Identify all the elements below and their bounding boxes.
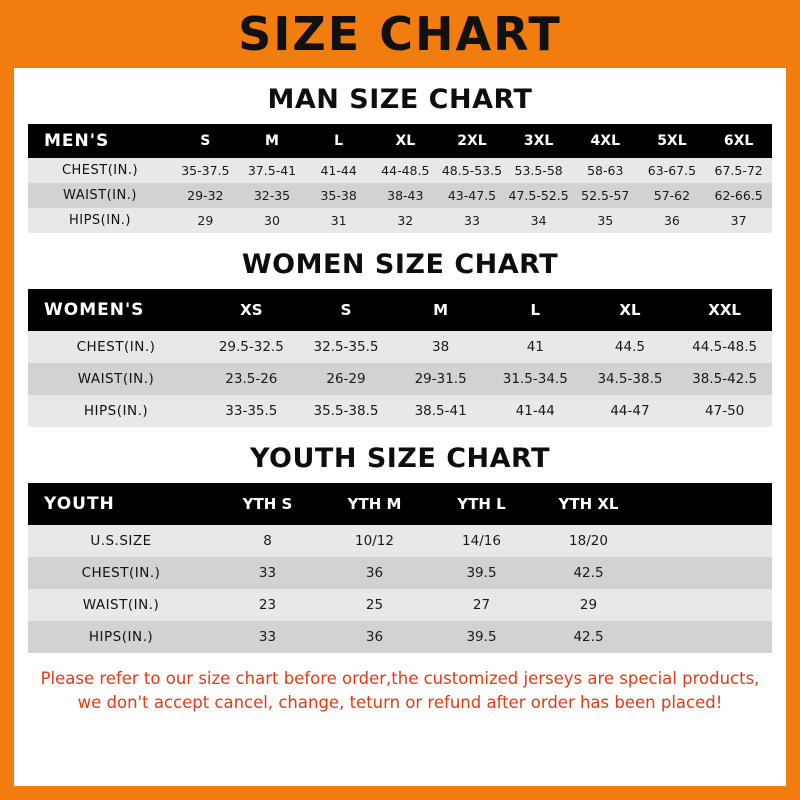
women-row1-cell2: 26-29 bbox=[326, 371, 366, 387]
women-row2-cell3: 38.5-41 bbox=[414, 403, 467, 419]
youth-row0-cell-spacer bbox=[642, 525, 772, 557]
youth-row2-cell3: 27 bbox=[472, 597, 491, 613]
women-header-cell-3: M bbox=[433, 301, 449, 319]
men-header-cell-6: 3XL bbox=[523, 133, 554, 149]
women-row1-cell0: WAIST(IN.) bbox=[77, 371, 155, 387]
youth-row0-cell4: 18/20 bbox=[569, 533, 608, 549]
table-row bbox=[28, 183, 772, 208]
men-row0-cell2: 37.5-41 bbox=[247, 163, 297, 178]
men-row1-cell0: WAIST(IN.) bbox=[63, 188, 137, 203]
youth-table-head bbox=[28, 483, 772, 525]
youth-row0-cell0: U.S.SIZE bbox=[90, 533, 152, 549]
women-row2-cell2: 35.5-38.5 bbox=[313, 403, 379, 419]
women-header-cell-2: S bbox=[340, 301, 352, 319]
women-row0-cell0: CHEST(IN.) bbox=[76, 339, 156, 355]
women-row2-cell1: 33-35.5 bbox=[225, 403, 278, 419]
men-header-cell-0: MEN'S bbox=[44, 131, 110, 151]
men-size-table bbox=[28, 124, 772, 233]
women-header-cell-0: WOMEN'S bbox=[44, 300, 145, 320]
men-row2-cell7: 35 bbox=[597, 213, 614, 228]
youth-row2-cell0: WAIST(IN.) bbox=[82, 597, 160, 613]
youth-table-body bbox=[28, 525, 772, 653]
men-row1-cell7: 52.5-57 bbox=[581, 188, 630, 203]
youth-row0-cell2: 10/12 bbox=[355, 533, 394, 549]
youth-row1-cell3: 39.5 bbox=[466, 565, 497, 581]
women-section-title: WOMEN SIZE CHART bbox=[241, 249, 559, 280]
men-row2-cell8: 36 bbox=[663, 213, 680, 228]
youth-row1-cell4: 42.5 bbox=[573, 565, 604, 581]
men-row0-cell3: 41-44 bbox=[320, 163, 357, 178]
women-row1-cell3: 29-31.5 bbox=[414, 371, 467, 387]
youth-header-row bbox=[28, 483, 772, 525]
youth-row1-cell-spacer bbox=[642, 557, 772, 589]
women-row1-cell4: 31.5-34.5 bbox=[502, 371, 568, 387]
men-header-cell-9: 6XL bbox=[723, 133, 754, 149]
men-row1-cell1: 29-32 bbox=[187, 188, 224, 203]
women-row0-cell6: 44.5-48.5 bbox=[692, 339, 758, 355]
men-row2-cell6: 34 bbox=[530, 213, 547, 228]
men-row0-cell1: 35-37.5 bbox=[181, 163, 230, 178]
men-row2-cell4: 32 bbox=[397, 213, 414, 228]
youth-header-cell-spacer bbox=[642, 483, 772, 525]
youth-row0-cell1: 8 bbox=[263, 533, 272, 549]
men-row2-cell0: HIPS(IN.) bbox=[68, 213, 132, 228]
women-row1-cell5: 34.5-38.5 bbox=[597, 371, 663, 387]
youth-row0-cell3: 14/16 bbox=[462, 533, 501, 549]
table-row bbox=[28, 331, 772, 363]
women-row0-cell3: 38 bbox=[432, 339, 450, 355]
youth-row3-cell0: HIPS(IN.) bbox=[88, 629, 154, 645]
women-row0-cell4: 41 bbox=[526, 339, 544, 355]
youth-row1-cell1: 33 bbox=[258, 565, 277, 581]
youth-row3-cell2: 36 bbox=[365, 629, 384, 645]
youth-header-cell-4: YTH XL bbox=[558, 495, 619, 513]
men-row1-cell5: 43-47.5 bbox=[447, 188, 497, 203]
men-section-title: MAN SIZE CHART bbox=[267, 84, 533, 115]
youth-size-section bbox=[28, 443, 772, 653]
men-row0-cell9: 67.5-72 bbox=[714, 163, 763, 178]
table-row bbox=[28, 158, 772, 183]
table-row bbox=[28, 525, 772, 557]
men-row1-cell4: 38-43 bbox=[387, 188, 424, 203]
men-header-row bbox=[28, 124, 772, 158]
page-title: SIZE CHART bbox=[238, 7, 562, 61]
youth-row2-cell1: 23 bbox=[258, 597, 277, 613]
women-header-cell-6: XXL bbox=[708, 301, 741, 319]
men-row0-cell4: 44-48.5 bbox=[381, 163, 430, 178]
men-row2-cell2: 30 bbox=[264, 213, 280, 228]
youth-header-cell-2: YTH M bbox=[347, 495, 402, 513]
table-row bbox=[28, 395, 772, 427]
youth-header-cell-3: YTH L bbox=[457, 495, 506, 513]
men-header-cell-7: 4XL bbox=[590, 133, 620, 149]
footer-note bbox=[24, 667, 776, 715]
women-header-cell-1: XS bbox=[240, 301, 263, 319]
footer-note-line-1: Please refer to our size chart before order,the customized jerseys are special products, bbox=[40, 669, 760, 688]
men-row1-cell9: 62-66.5 bbox=[714, 188, 763, 203]
table-row bbox=[28, 363, 772, 395]
women-size-section bbox=[28, 249, 772, 427]
men-header-cell-1: S bbox=[200, 133, 211, 149]
men-row1-cell8: 57-62 bbox=[653, 188, 691, 203]
men-row1-cell3: 35-38 bbox=[320, 188, 357, 203]
bottom-accent-bar bbox=[0, 786, 800, 800]
table-row bbox=[28, 557, 772, 589]
youth-size-table bbox=[28, 483, 772, 653]
table-row bbox=[28, 589, 772, 621]
youth-row3-cell4: 42.5 bbox=[573, 629, 604, 645]
youth-row2-cell-spacer bbox=[642, 589, 772, 621]
men-row2-cell3: 31 bbox=[330, 213, 347, 228]
men-row1-cell2: 32-35 bbox=[253, 188, 291, 203]
youth-header-cell-1: YTH S bbox=[242, 495, 293, 513]
women-row0-cell5: 44.5 bbox=[614, 339, 645, 355]
men-row0-cell6: 53.5-58 bbox=[514, 163, 563, 178]
table-row bbox=[28, 208, 772, 233]
women-row2-cell4: 41-44 bbox=[515, 403, 555, 419]
youth-row3-cell3: 39.5 bbox=[466, 629, 497, 645]
youth-row3-cell1: 33 bbox=[258, 629, 277, 645]
footer-note-line-2: we don't accept cancel, change, teturn or refund after order has been placed! bbox=[77, 692, 723, 712]
men-header-cell-5: 2XL bbox=[457, 133, 487, 149]
women-row2-cell0: HIPS(IN.) bbox=[83, 403, 149, 419]
youth-header-cell-0: YOUTH bbox=[44, 494, 115, 514]
women-header-cell-5: XL bbox=[619, 301, 641, 319]
header-banner bbox=[0, 0, 800, 68]
men-row0-cell7: 58-63 bbox=[587, 163, 624, 178]
men-header-cell-4: XL bbox=[395, 133, 416, 149]
women-table-head bbox=[28, 289, 772, 331]
youth-row1-cell2: 36 bbox=[365, 565, 384, 581]
men-row2-cell1: 29 bbox=[197, 213, 214, 228]
youth-row1-cell0: CHEST(IN.) bbox=[81, 565, 161, 581]
women-table-body bbox=[28, 331, 772, 427]
men-row2-cell9: 37 bbox=[730, 213, 747, 228]
men-table-body bbox=[28, 158, 772, 233]
women-row1-cell1: 23.5-26 bbox=[225, 371, 278, 387]
men-row1-cell6: 47.5-52.5 bbox=[508, 188, 569, 203]
youth-row3-cell-spacer bbox=[642, 621, 772, 653]
men-row2-cell5: 33 bbox=[464, 213, 480, 228]
men-size-section bbox=[28, 84, 772, 233]
women-row2-cell6: 47-50 bbox=[705, 403, 745, 419]
youth-section-title: YOUTH SIZE CHART bbox=[249, 443, 551, 474]
women-row2-cell5: 44-47 bbox=[610, 403, 650, 419]
men-header-cell-8: 5XL bbox=[657, 133, 687, 149]
men-row0-cell8: 63-67.5 bbox=[647, 163, 697, 178]
men-row0-cell5: 48.5-53.5 bbox=[441, 163, 503, 178]
women-row0-cell2: 32.5-35.5 bbox=[313, 339, 379, 355]
youth-row2-cell2: 25 bbox=[365, 597, 384, 613]
women-header-row bbox=[28, 289, 772, 331]
women-size-table bbox=[28, 289, 772, 427]
women-row0-cell1: 29.5-32.5 bbox=[218, 339, 284, 355]
youth-row2-cell4: 29 bbox=[579, 597, 598, 613]
women-header-cell-4: L bbox=[530, 301, 541, 319]
men-header-cell-3: L bbox=[334, 133, 344, 149]
table-row bbox=[28, 621, 772, 653]
men-header-cell-2: M bbox=[265, 133, 279, 149]
men-row0-cell0: CHEST(IN.) bbox=[61, 163, 139, 178]
men-table-head bbox=[28, 124, 772, 158]
women-row1-cell6: 38.5-42.5 bbox=[692, 371, 758, 387]
